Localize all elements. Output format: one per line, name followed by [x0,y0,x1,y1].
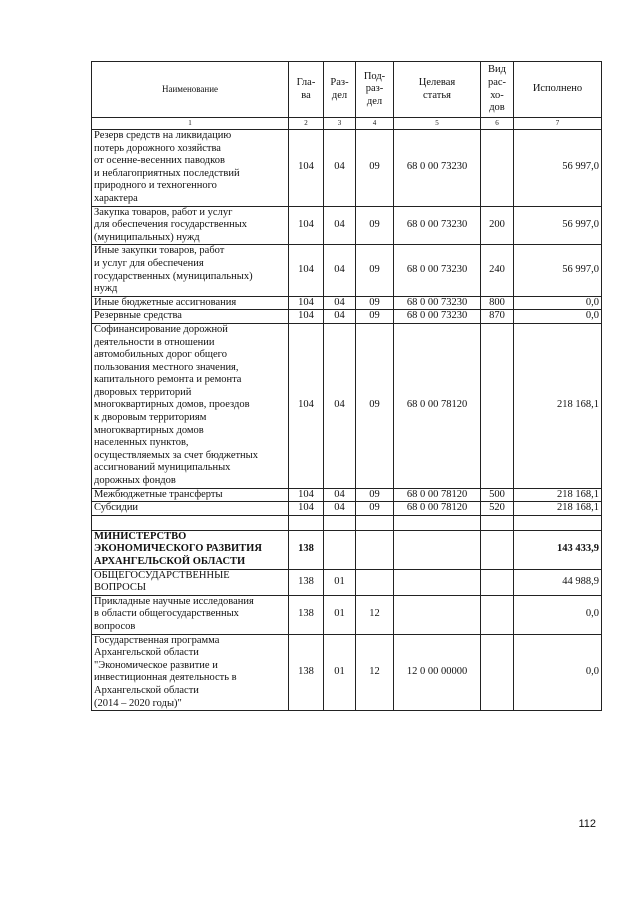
row-executed-cell: 0,0 [514,310,602,324]
row-chapter-cell: 104 [289,323,324,488]
table-row [92,530,602,569]
row-subsection-cell: 09 [356,488,394,502]
row-section-cell: 04 [324,310,356,324]
row-target-cell: 68 0 00 78120 [394,488,481,502]
row-executed-cell [514,515,602,530]
row-target-cell: 68 0 00 73230 [394,296,481,310]
row-subsection-cell: 09 [356,245,394,296]
row-subsection-cell [356,515,394,530]
column-number: 2 [289,118,324,130]
row-expense-type-cell: 800 [481,296,514,310]
row-executed-cell: 56 997,0 [514,206,602,245]
row-expense-type-cell: 520 [481,502,514,516]
row-section-cell: 01 [324,634,356,711]
row-target-cell [394,530,481,569]
column-number-row [92,118,602,130]
row-expense-type-cell [481,530,514,569]
column-number: 1 [92,118,289,130]
row-subsection-cell: 09 [356,323,394,488]
row-name-cell: Иные закупки товаров, работ и услуг для обеспечения государственных (муниципальных) нужд [92,245,289,296]
budget-table [91,61,602,711]
row-section-cell: 04 [324,502,356,516]
row-target-cell [394,595,481,634]
column-number: 6 [481,118,514,130]
page-number: 112 [578,818,596,830]
row-chapter-cell: 104 [289,488,324,502]
row-section-cell [324,515,356,530]
row-subsection-cell [356,530,394,569]
header-subsection: Под- раз- дел [356,62,394,118]
row-target-cell: 68 0 00 73230 [394,245,481,296]
row-expense-type-cell: 500 [481,488,514,502]
row-name-cell: Иные бюджетные ассигнования [92,296,289,310]
row-target-cell: 68 0 00 78120 [394,502,481,516]
table-row [92,323,602,488]
table-row [92,245,602,296]
row-expense-type-cell [481,323,514,488]
table-row [92,130,602,207]
row-executed-cell: 0,0 [514,634,602,711]
row-expense-type-cell [481,569,514,595]
table-row [92,569,602,595]
table-row [92,634,602,711]
header-executed: Исполнено [514,62,602,118]
row-section-cell: 01 [324,569,356,595]
row-section-cell: 04 [324,130,356,207]
row-section-cell: 04 [324,296,356,310]
row-executed-cell: 218 168,1 [514,488,602,502]
row-target-cell [394,515,481,530]
table-row [92,595,602,634]
row-expense-type-cell: 200 [481,206,514,245]
row-target-cell: 68 0 00 73230 [394,130,481,207]
row-subsection-cell: 09 [356,310,394,324]
row-subsection-cell [356,569,394,595]
row-section-cell [324,530,356,569]
row-executed-cell: 0,0 [514,296,602,310]
column-number: 4 [356,118,394,130]
row-executed-cell: 56 997,0 [514,130,602,207]
row-section-cell: 01 [324,595,356,634]
row-chapter-cell: 104 [289,206,324,245]
row-executed-cell: 218 168,1 [514,502,602,516]
row-chapter-cell [289,515,324,530]
row-chapter-cell: 138 [289,569,324,595]
row-subsection-cell: 09 [356,296,394,310]
header-section: Раз- дел [324,62,356,118]
table-header [92,62,602,130]
row-chapter-cell: 138 [289,634,324,711]
row-expense-type-cell [481,634,514,711]
row-section-cell: 04 [324,488,356,502]
row-chapter-cell: 138 [289,530,324,569]
row-executed-cell: 56 997,0 [514,245,602,296]
row-expense-type-cell [481,130,514,207]
row-subsection-cell: 12 [356,634,394,711]
row-name-cell: Государственная программа Архангельской области "Экономическое развитие и инвестиционная деятельность в Архангельской области (2014 – 2020 годы)" [92,634,289,711]
row-chapter-cell: 138 [289,595,324,634]
row-executed-cell: 143 433,9 [514,530,602,569]
row-name-cell: Межбюджетные трансферты [92,488,289,502]
row-expense-type-cell: 240 [481,245,514,296]
row-subsection-cell: 09 [356,502,394,516]
column-number: 5 [394,118,481,130]
header-expense-type: Вид рас- хо- дов [481,62,514,118]
row-target-cell: 12 0 00 00000 [394,634,481,711]
row-name-cell [92,515,289,530]
row-expense-type-cell: 870 [481,310,514,324]
header-chapter: Гла- ва [289,62,324,118]
row-name-cell: Резерв средств на ликвидацию потерь дорожного хозяйства от осенне-весенних паводков и неблагоприятных последствий природного и техногенного характера [92,130,289,207]
row-target-cell: 68 0 00 73230 [394,310,481,324]
row-name-cell: Прикладные научные исследования в области общегосударственных вопросов [92,595,289,634]
row-section-cell: 04 [324,323,356,488]
row-target-cell: 68 0 00 73230 [394,206,481,245]
table-row [92,296,602,310]
row-name-cell: Субсидии [92,502,289,516]
row-chapter-cell: 104 [289,310,324,324]
table-row [92,206,602,245]
row-subsection-cell: 12 [356,595,394,634]
table-row [92,515,602,530]
row-target-cell: 68 0 00 78120 [394,323,481,488]
row-expense-type-cell [481,515,514,530]
row-executed-cell: 44 988,9 [514,569,602,595]
column-number: 3 [324,118,356,130]
row-chapter-cell: 104 [289,296,324,310]
column-number: 7 [514,118,602,130]
row-subsection-cell: 09 [356,206,394,245]
header-name: Наименование [92,62,289,118]
row-name-cell: Закупка товаров, работ и услуг для обеспечения государственных (муниципальных) нужд [92,206,289,245]
table-row [92,502,602,516]
row-chapter-cell: 104 [289,130,324,207]
row-executed-cell: 218 168,1 [514,323,602,488]
row-chapter-cell: 104 [289,245,324,296]
row-target-cell [394,569,481,595]
row-name-cell: Софинансирование дорожной деятельности в отношении автомобильных дорог общего пользования местного значения, капитального ремонта и ремонта дворовых территорий многоквартирных домов, проездов к дворовым территориям многоквартирных домов населенных пунктов, осуществляемых за счет бюджетных ассигнований муниципальных дорожных фондов [92,323,289,488]
row-executed-cell: 0,0 [514,595,602,634]
row-subsection-cell: 09 [356,130,394,207]
row-section-cell: 04 [324,206,356,245]
row-name-cell: ОБЩЕГОСУДАРСТВЕННЫЕ ВОПРОСЫ [92,569,289,595]
row-section-cell: 04 [324,245,356,296]
row-expense-type-cell [481,595,514,634]
row-name-cell: МИНИСТЕРСТВО ЭКОНОМИЧЕСКОГО РАЗВИТИЯ АРХАНГЕЛЬСКОЙ ОБЛАСТИ [92,530,289,569]
table-body [92,130,602,711]
row-name-cell: Резервные средства [92,310,289,324]
header-target: Целевая статья [394,62,481,118]
table-row [92,488,602,502]
row-chapter-cell: 104 [289,502,324,516]
table-row [92,310,602,324]
